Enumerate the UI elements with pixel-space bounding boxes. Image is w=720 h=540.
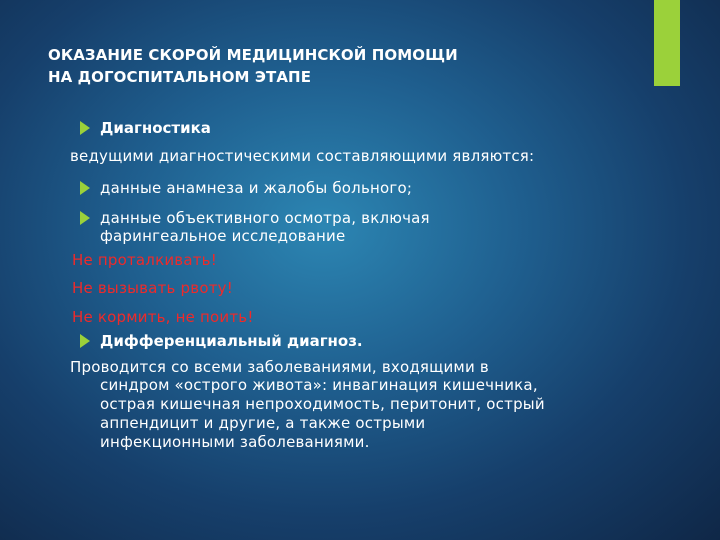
bullet-arrow-icon (80, 121, 90, 135)
warning-text: Не вызывать рвоту! (72, 279, 233, 297)
bullet-arrow-icon (80, 334, 90, 348)
diagnostics-item: данные анамнеза и жалобы больного; (100, 179, 413, 197)
accent-bar (654, 0, 680, 86)
differential-line: острая кишечная непроходимость, перитонит, острый (100, 395, 545, 413)
bullet-arrow-icon (80, 181, 90, 195)
warning-row (0, 273, 720, 302)
bullet-arrow-icon (80, 211, 90, 225)
differential-line: инфекционными заболеваниями. (100, 433, 370, 451)
warning-text: Не кормить, не поить! (72, 308, 254, 326)
diagnostics-intro: ведущими диагностическими составляющими являются: (70, 147, 535, 165)
differential-line: Проводится со всеми заболеваниями, входящими в (70, 358, 489, 376)
differential-heading: Дифференциальный диагноз. (100, 332, 363, 350)
differential-heading-row (0, 328, 720, 354)
differential-line: аппендицит и другие, а также острыми (100, 414, 426, 432)
warning-text: Не проталкивать! (72, 251, 217, 269)
diagnostics-item: данные объективного осмотра, включая (100, 209, 430, 227)
differential-line: синдром «острого живота»: инвагинация кишечника, (100, 376, 538, 394)
differential-paragraph (0, 354, 720, 458)
warning-row (0, 247, 720, 273)
diagnostics-item-continuation: фарингеальное исследование (100, 227, 346, 245)
slide-title (48, 44, 608, 88)
diagnostics-item-row (0, 173, 720, 205)
diagnostics-heading: Диагностика (100, 119, 211, 137)
slide-title-line-1: ОКАЗАНИЕ СКОРОЙ МЕДИЦИНСКОЙ ПОМОЩИ (48, 46, 458, 64)
warning-row (0, 302, 720, 328)
diagnostics-intro-row (0, 141, 720, 173)
diagnostics-item-row (0, 205, 720, 247)
diagnostics-heading-row (0, 117, 720, 141)
slide-body (0, 117, 720, 458)
slide-title-line-2: НА ДОГОСПИТАЛЬНОМ ЭТАПЕ (48, 68, 312, 86)
